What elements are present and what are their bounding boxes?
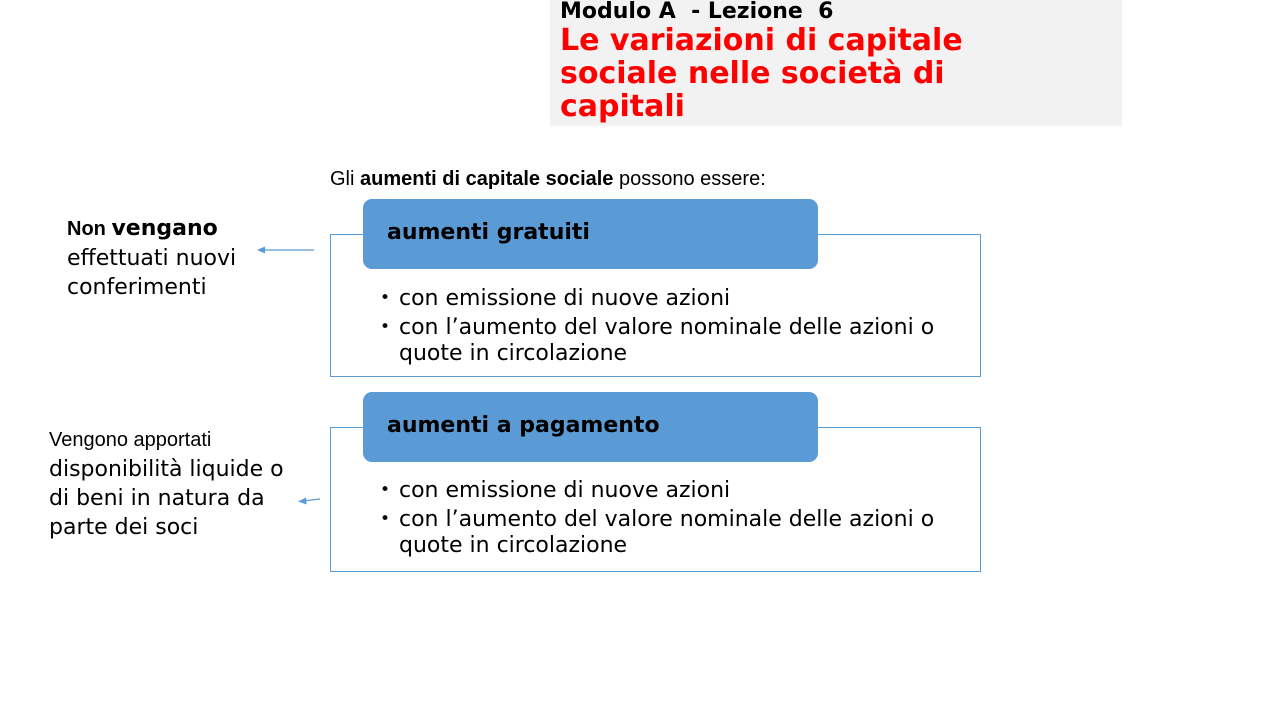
box-header-label: aumenti gratuiti (387, 220, 590, 245)
page-title: Le variazioni di capitale sociale nelle società di capitali (560, 23, 963, 124)
bullet-text: con emissione di nuove azioni (399, 286, 731, 311)
intro-bold: aumenti di capitale sociale (360, 168, 614, 190)
bullet-dot-icon: • (380, 509, 391, 529)
bullet-text: con emissione di nuove azioni (399, 478, 731, 503)
intro-suffix: possono essere: (613, 168, 766, 190)
intro-prefix: Gli (330, 168, 360, 190)
arrow-left-icon (298, 498, 320, 505)
bullet-dot-icon: • (380, 317, 391, 337)
side-note-bold: vengano (111, 216, 218, 241)
bullet-dot-icon: • (380, 480, 391, 500)
bullet-dot-icon: • (380, 288, 391, 308)
side-note-text: disponibilità liquide o di beni in natura da parte dei soci (49, 457, 284, 540)
box-header-label: aumenti a pagamento (387, 413, 660, 438)
side-note-lead: Vengono apportati (49, 429, 212, 451)
bullet-text: con l’aumento del valore nominale delle azioni o quote in circolazione (399, 507, 935, 558)
bullet-text: con l’aumento del valore nominale delle azioni o quote in circolazione (399, 315, 935, 366)
side-note-lead: Non (67, 218, 112, 240)
arrow-left-icon (257, 247, 314, 254)
side-note-text: effettuati nuovi conferimenti (67, 246, 237, 300)
lesson-subtitle: Modulo A - Lezione 6 (560, 0, 834, 24)
